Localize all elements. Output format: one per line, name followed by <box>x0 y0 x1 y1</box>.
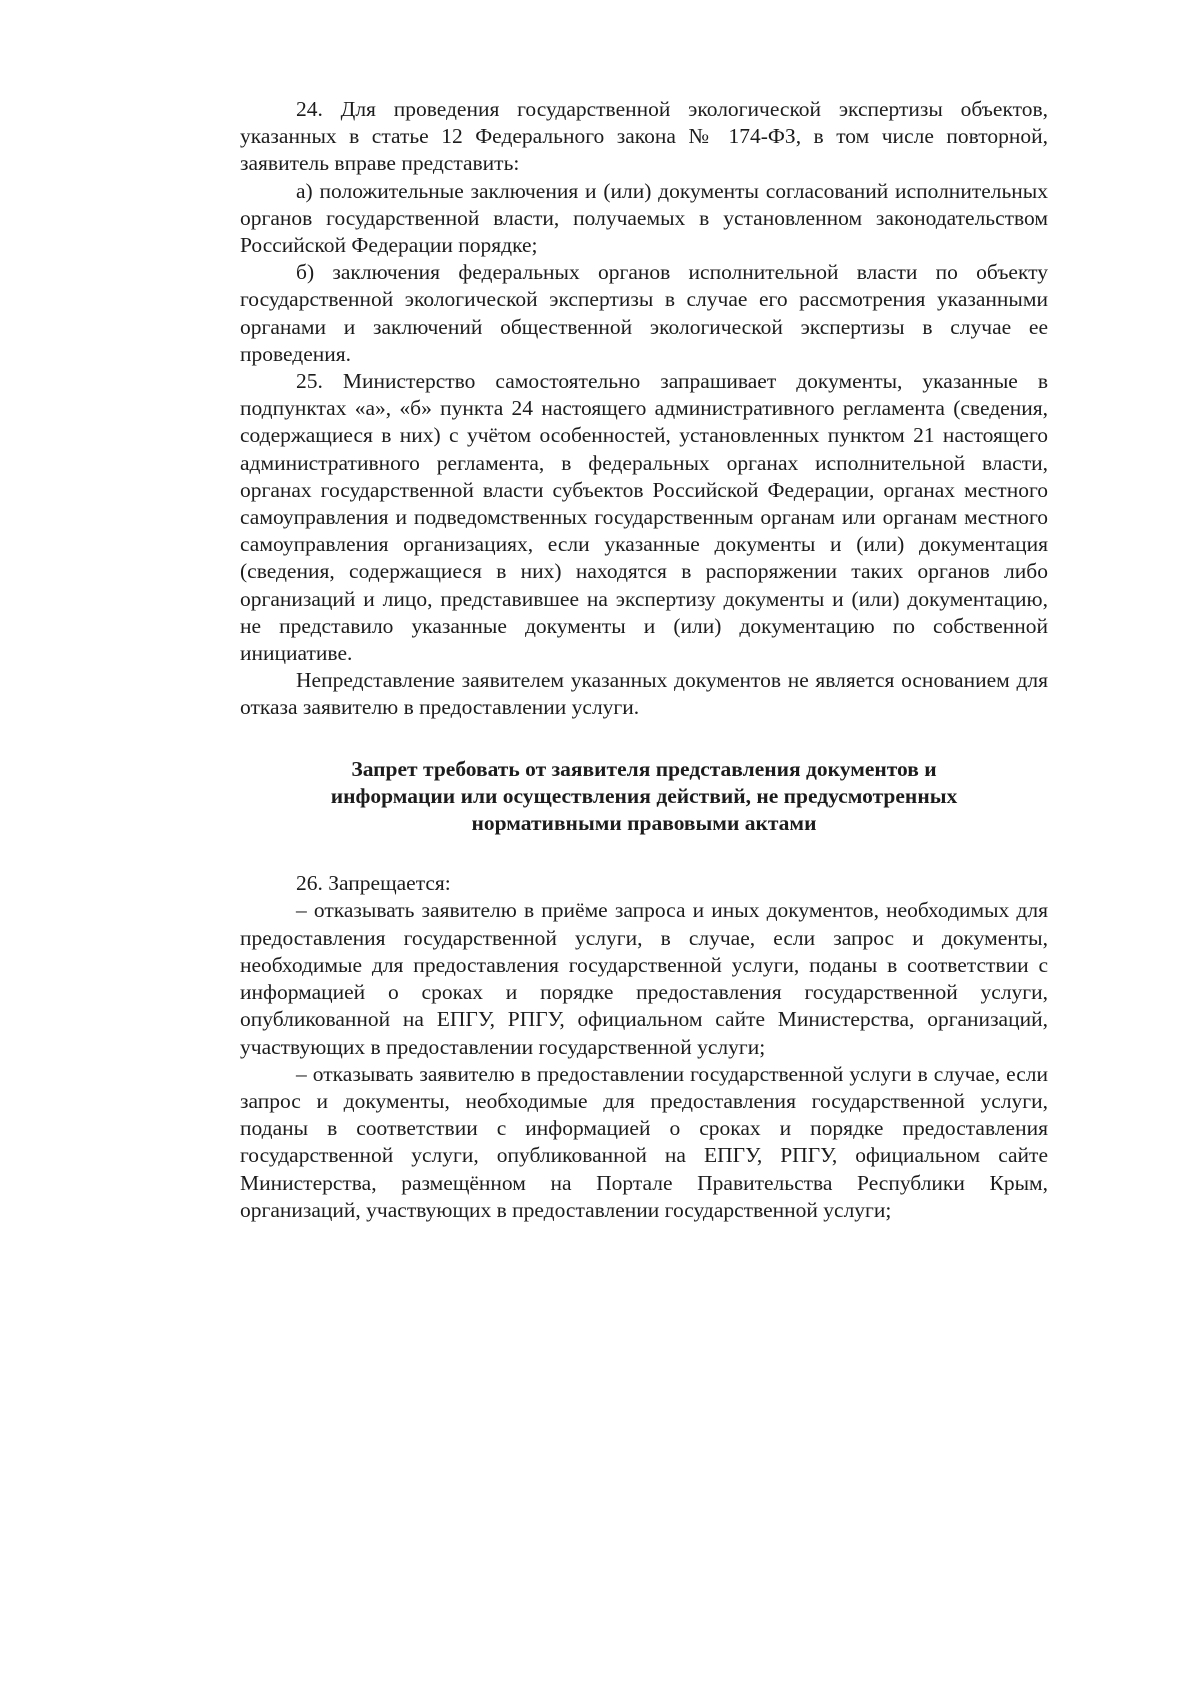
paragraph-25: 25. Министерство самостоятельно запрашивает документы, указанные в подпунктах «а», «б» пункта 24 настоящего административного регламента (сведения, содержащиеся в них) с учётом особенностей, установленных пунктом 21 настоящего административного регламента, в федеральных органах исполнительной власти, органах государственной власти субъектов Российской Федерации, органах местного самоуправления и подведомственных государственным органам или органам местного самоуправления организациях, если указанные документы и (или) документация (сведения, содержащиеся в них) находятся в распоряжении таких органов либо организаций и лицо, представившее на экспертизу документы и (или) документацию, не представило указанные документы и (или) документацию по собственной инициативе. <box>240 369 1048 666</box>
paragraph-24-a: а) положительные заключения и (или) документы согласований исполнительных органов государственной власти, получаемых в установленном законодательством Российской Федерации порядке; <box>240 178 1048 258</box>
paragraph-24: 24. Для проведения государственной экологической экспертизы объектов, указанных в статье 12 Федерального закона № 174-ФЗ, в том числе повторной, заявитель вправе представить: <box>240 97 1048 176</box>
paragraph-26-item-2: – отказывать заявителю в предоставлении государственной услуги в случае, если запрос и документы, необходимые для предоставления государственной услуги, поданы в соответствии с информацией о сроках и порядке предоставления государственной услуги, опубликованной на ЕПГУ, РПГУ, официальном сайте Министерства, размещённом на Портале Правительства Республики Крым, организаций, участвующих в предоставлении государственной услуги; <box>240 1061 1048 1222</box>
section-heading-line-2: информации или осуществления действий, не предусмотренных <box>330 783 958 808</box>
document-page <box>240 96 1048 1224</box>
paragraph-26-item-1: – отказывать заявителю в приёме запроса и иных документов, необходимых для предоставления государственной услуги, в случае, если запрос и документы, необходимые для предоставления государственной услуги, поданы в соответствии с информацией о сроках и порядке предоставления государственной услуги, опубликованной на ЕПГУ, РПГУ, официальном сайте Министерства, организаций, участвующих в предоставлении государственной услуги; <box>240 898 1048 1059</box>
section-heading-line-3: нормативными правовыми актами <box>471 811 817 836</box>
paragraph-24-b: б) заключения федеральных органов исполнительной власти по объекту государственной экологической экспертизы в случае его рассмотрения указанными органами и заключений общественной экологической экспертизы в случае ее проведения. <box>240 260 1048 366</box>
paragraph-25-note: Непредставление заявителем указанных документов не является основанием для отказа заявителю в предоставлении услуги. <box>240 668 1048 720</box>
section-heading-line-1: Запрет требовать от заявителя представления документов и <box>351 756 937 781</box>
paragraph-26: 26. Запрещается: <box>296 871 451 896</box>
section-heading <box>240 756 1048 838</box>
